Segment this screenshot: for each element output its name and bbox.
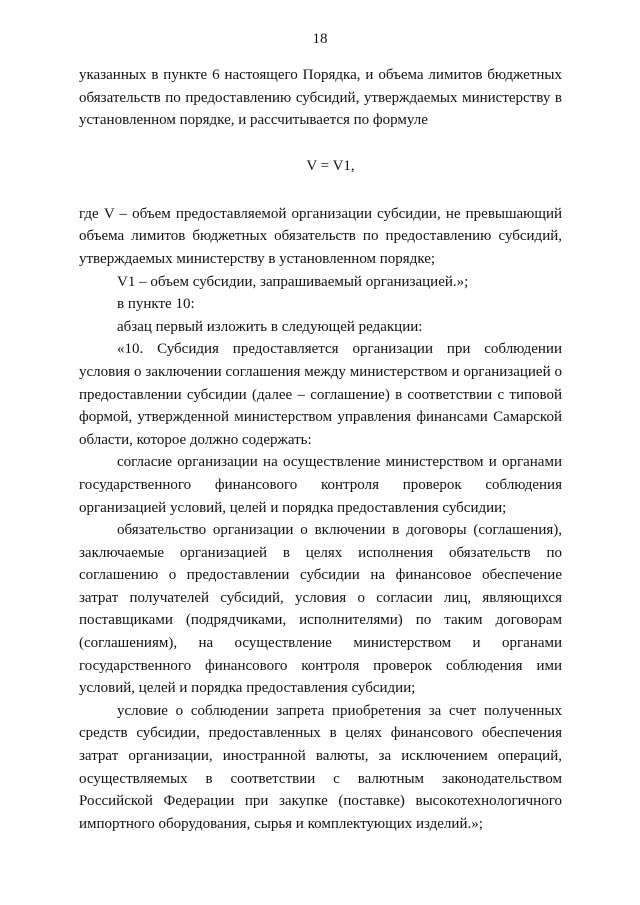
page-number: 18 [312,31,328,47]
paragraph-formula-definition-v1: V1 – объем субсидии, запрашиваемый организацией.»; [117,273,469,290]
paragraph-obligation-condition: обязательство организации о включении в договоры (соглашения), заключаемые организацией в целях исполнения обязательств по соглашению о предоставлении субсидии на финансовое обеспечение затрат получателей субсидий, условия о согласии лиц, являющихся поставщиками (подрядчиками, исполнителями) по таким договорам (соглашениям), на осуществление министерством и органами государственного финансового контроля проверок соблюдения ими условий, целей и порядка предоставления субсидии; [79,522,562,697]
paragraph-formula-definition-v: где V – объем предоставляемой организации субсидии, не превышающий объема лимитов бюджетных обязательств по предоставлению субсидий, утверждаемых министерству в установленном порядке; [79,205,562,267]
document-body [79,64,562,835]
paragraph-currency-condition: условие о соблюдении запрета приобретения за счет полученных средств субсидии, предоставленных в целях финансового обеспечения затрат организации, иностранной валюты, за исключением операций, осуществляемых в соответствии с валютным законодательством Российской Федерации при закупке (поставке) высокотехнологичного импортного оборудования, сырья и комплектующих изделий.»; [79,702,562,832]
paragraph-instruction: абзац первый изложить в следующей редакции: [117,318,423,335]
paragraph-item-10-heading: в пункте 10: [117,296,195,313]
paragraph-clause-10: «10. Субсидия предоставляется организации при соблюдении условия о заключении соглашения между министерством и организацией о предоставлении субсидии (далее – соглашение) в соответствии с типовой формой, утвержденной министерством управления финансами Самарской области, которое должно содержать: [79,341,562,448]
paragraph-consent-condition: согласие организации на осуществление министерством и органами государственного финансового контроля проверок соблюдения организацией условий, целей и порядка предоставления субсидии; [79,454,562,516]
formula: V = V1, [306,157,355,174]
paragraph-formula-intro: указанных в пункте 6 настоящего Порядка, и объема лимитов бюджетных обязательств по предоставлению субсидий, утверждаемых министерству в установленном порядке, и рассчитывается по формуле [79,67,562,129]
